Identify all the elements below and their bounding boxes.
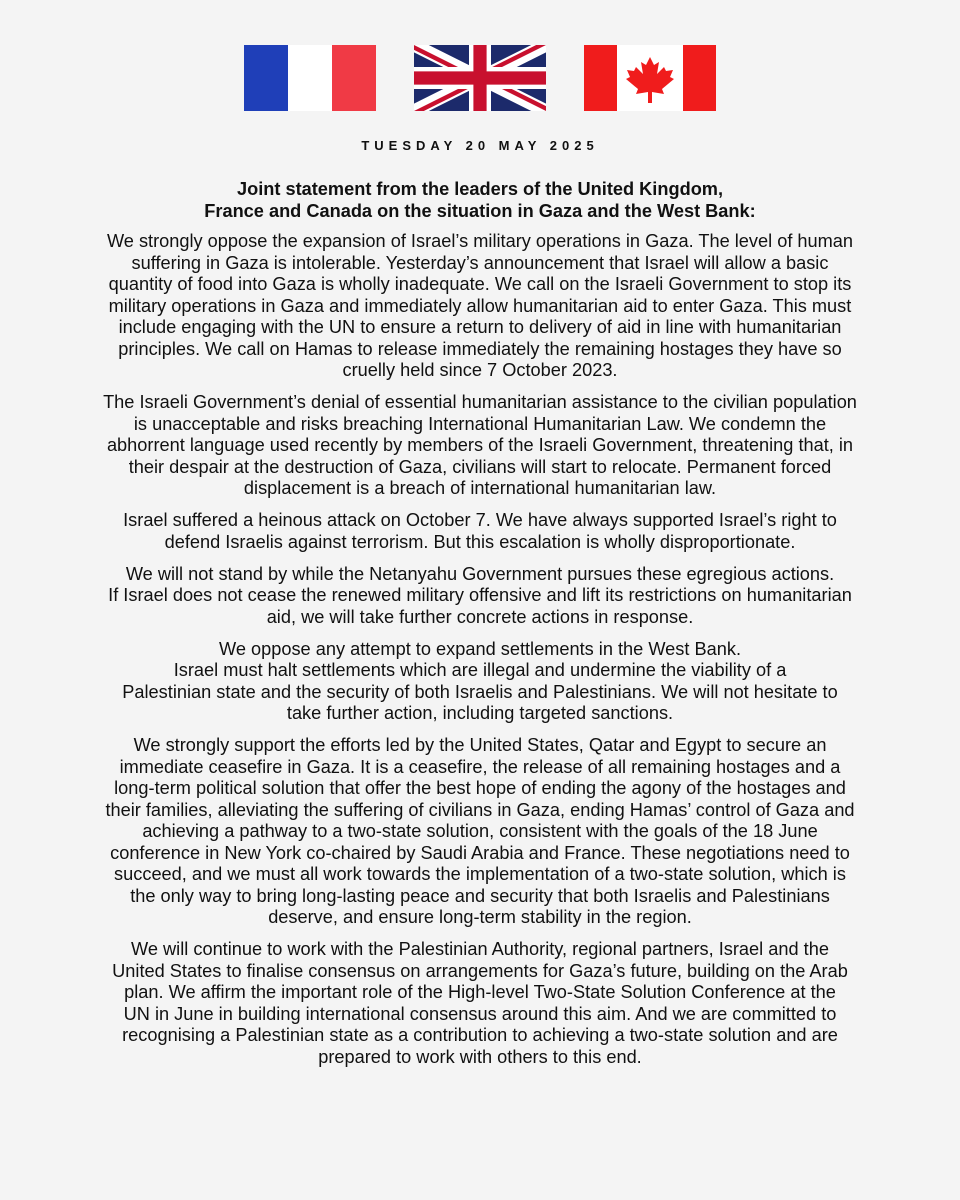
paragraph: The Israeli Government’s denial of essential humanitarian assistance to the civilian population is unacceptable and risks breaching International Humanitarian Law. We condemn the abhorrent language used recently by members of the Israeli Government, threatening that, in their despair at the destruction of Gaza, civilians will start to relocate. Permanent forced displacement is a breach of international humanitarian law. [103, 392, 857, 498]
statement-date: TUESDAY 20 MAY 2025 [361, 138, 599, 153]
paragraph: Israel suffered a heinous attack on October 7. We have always supported Israel’s right to defend Israelis against terrorism. But this escalation is wholly disproportionate. [123, 510, 837, 552]
paragraph: We will continue to work with the Palestinian Authority, regional partners, Israel and the United States to finalise consensus on arrangements for Gaza’s future, building on the Arab plan. We affirm the important role of the High-level Two-State Solution Conference at the UN in June in building international consensus around this aim. And we are committed to recognising a Palestinian state as a contribution to achieving a two-state solution and are prepared to work with others to this end. [112, 939, 848, 1067]
paragraph: We oppose any attempt to expand settlements in the West Bank. Israel must halt settlements which are illegal and undermine the viability of a Palestinian state and the security of both Israelis and Palestinians. We will not hesitate to take further action, including targeted sanctions. [122, 638, 838, 723]
canada-flag-icon [584, 45, 716, 111]
statement-heading: Joint statement from the leaders of the United Kingdom, France and Canada on the situation in Gaza and the West Bank: [204, 179, 756, 221]
flags-row [0, 45, 960, 111]
paragraph: We will not stand by while the Netanyahu Government pursues these egregious actions. If Israel does not cease the renewed military offensive and lift its restrictions on humanitarian aid, we will take further concrete actions in response. [108, 563, 852, 627]
statement-body [36, 178, 924, 1079]
france-flag-icon [244, 45, 376, 111]
uk-flag-icon [414, 45, 546, 111]
paragraph: We strongly support the efforts led by the United States, Qatar and Egypt to secure an immediate ceasefire in Gaza. It is a ceasefire, the release of all remaining hostages and a long-term political solution that offer the best hope of ending the agony of the hostages and their families, alleviating the suffering of civilians in Gaza, ending Hamas’ control of Gaza and achieving a pathway to a two-state solution, consistent with the goals of the 18 June conference in New York co-chaired by Saudi Arabia and France. These negotiations need to succeed, and we must all work towards the implementation of a two-state solution, which is the only way to bring long-lasting peace and security that both Israelis and Palestinians deserve, and ensure long-term stability in the region. [105, 735, 855, 927]
paragraph: We strongly oppose the expansion of Israel’s military operations in Gaza. The level of human suffering in Gaza is intolerable. Yesterday’s announcement that Israel will allow a basic quantity of food into Gaza is wholly inadequate. We call on the Israeli Government to stop its military operations in Gaza and immediately allow humanitarian aid to enter Gaza. This must include engaging with the UN to ensure a return to delivery of aid in line with humanitarian principles. We call on Hamas to release immediately the remaining hostages they have so cruelly held since 7 October 2023. [106, 231, 854, 380]
